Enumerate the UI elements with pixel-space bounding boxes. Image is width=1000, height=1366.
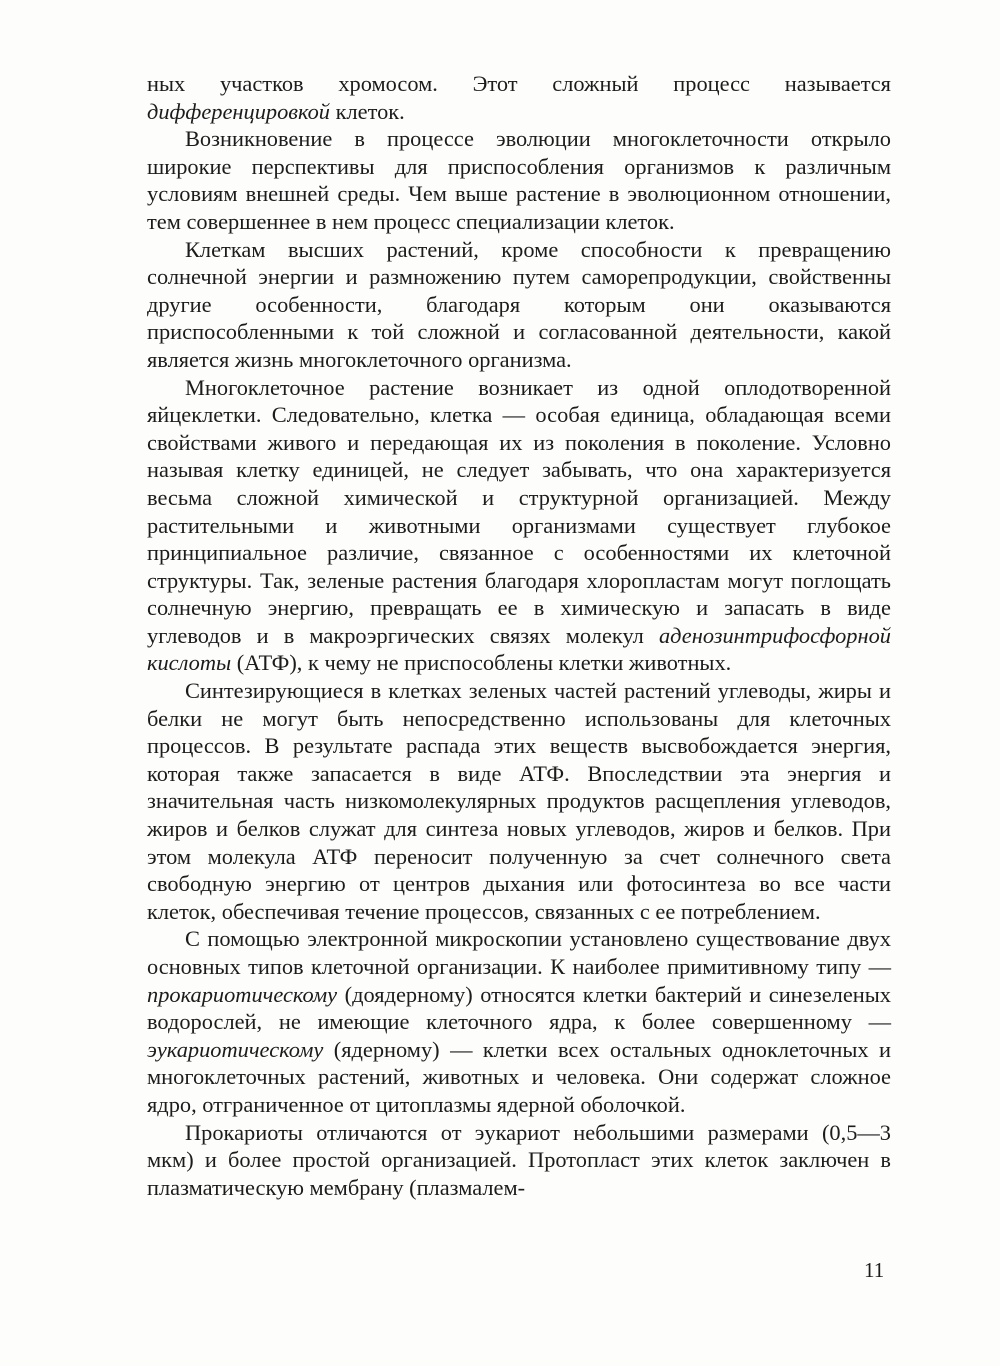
- text-run: ных участков хромосом. Этот сложный процесс называется: [147, 71, 891, 96]
- paragraph-2: [147, 125, 891, 235]
- text-run: С помощью электронной микроскопии установлено существование двух основных типов клеточной организации. К наиболее примитивному типу —: [147, 926, 891, 979]
- paragraph-4: [147, 374, 891, 678]
- paragraph-1: [147, 70, 891, 125]
- italic-term: эукариотическому: [147, 1036, 324, 1062]
- paragraph-5: [147, 677, 891, 925]
- text-run: Клеткам высших растений, кроме способности к превращению солнечной энергии и размножению путем саморепродукции, свойственны другие особенности, благодаря которым они оказываются приспособленными к той сложной и согласованной деятельности, какой является жизнь многоклеточного организма.: [147, 236, 891, 372]
- body-text: [147, 70, 891, 1201]
- text-run: Синтезирующиеся в клетках зеленых частей растений углеводы, жиры и белки не могут быть непосредственно использованы для клеточных процессов. В результате распада этих веществ высвобождается энергия, которая также запасается в виде АТФ. Впоследствии эта энергия и значительная часть низкомолекулярных продуктов расщепления углеводов, жиров и белков служат для синтеза новых углеводов, жиров и белков. При этом молекула АТФ переносит полученную за счет солнечного света свободную энергию от центров дыхания или фотосинтеза во все части клеток, обеспечивая течение процессов, связанных с ее потреблением.: [147, 678, 891, 924]
- text-run: Многоклеточное растение возникает из одной оплодотворенной яйцеклетки. Следовательно, клетка — особая единица, обладающая всеми свойствами живого и передающая их из поколения в поколение. Условно называя клетку единицей, не следует забывать, что она характеризуется весьма сложной химической и структурной организацией. Между растительными и животными организмами существует глубокое принципиальное различие, связанное с особенностями их клеточной структуры. Так, зеленые растения благодаря хлоропластам могут поглощать солнечную энергию, превращать ее в химическую и запасать в виде углеводов и в макроэргических связях молекул: [147, 374, 891, 648]
- italic-term: дифференцировкой: [147, 98, 331, 124]
- paragraph-7: [147, 1119, 891, 1202]
- page-number: 11: [864, 1258, 885, 1282]
- paragraph-3: [147, 236, 891, 374]
- text-run: (ядерному) — клетки всех остальных одноклеточных и многоклеточных растений, животных и человека. Они содержат сложное ядро, отграниченное от цитоплазмы ядерной оболочкой.: [147, 1036, 891, 1117]
- text-run: Прокариоты отличаются от эукариот небольшими размерами (0,5—3 мкм) и более простой организацией. Протопласт этих клеток заключен в плазматическую мембрану (плазмалем-: [147, 1119, 891, 1200]
- paragraph-6: [147, 925, 891, 1118]
- italic-term: аденозинтрифосфорной кислоты: [147, 622, 891, 676]
- text-run: клеток.: [330, 98, 405, 124]
- text-run: Возникновение в процессе эволюции многоклеточности открыло широкие перспективы для приспособления организмов к различным условиям внешней среды. Чем выше растение в эволюционном отношении, тем совершеннее в нем процесс специализации клеток.: [147, 126, 891, 234]
- text-run: (АТФ), к чему не приспособлены клетки животных.: [231, 650, 732, 676]
- text-run: (доядерному) относятся клетки бактерий и синезеленых водорослей, не имеющие клеточного ядра, к более совершенному —: [147, 981, 891, 1035]
- italic-term: прокариотическому: [147, 981, 338, 1007]
